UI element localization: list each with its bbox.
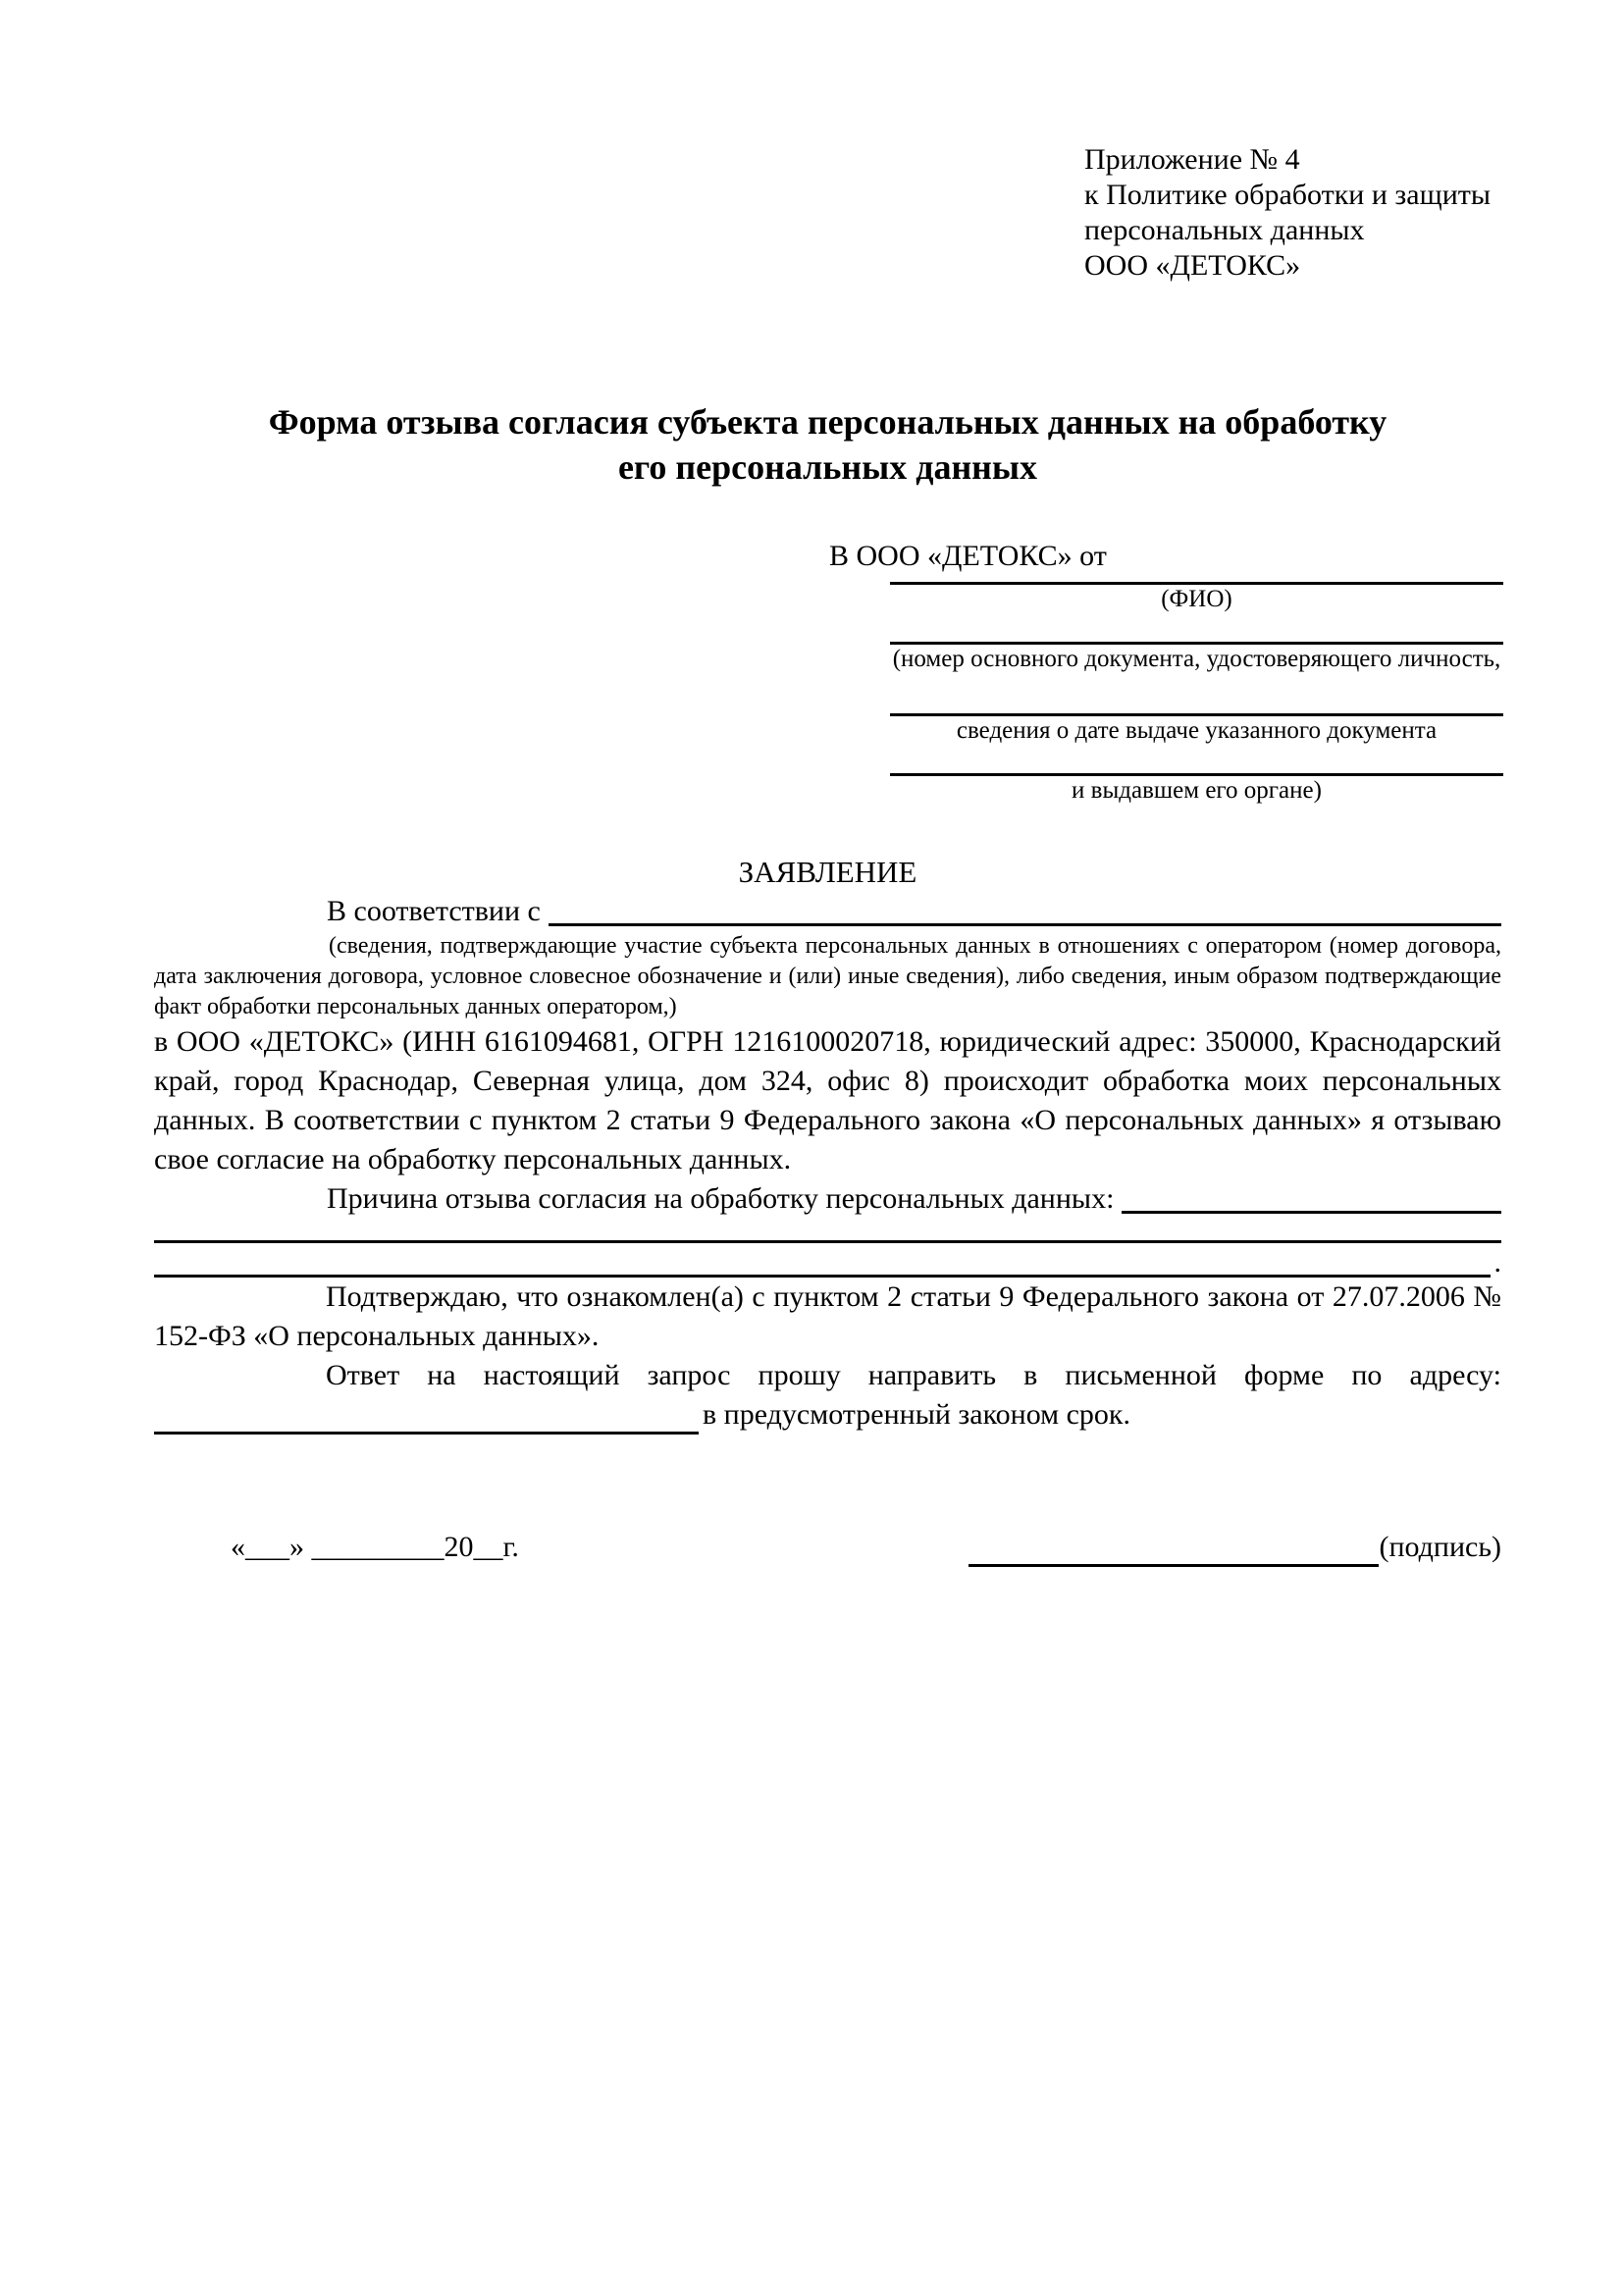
form-title-line: Форма отзыва согласия субъекта персональных данных на обработку — [268, 402, 1387, 442]
signature-group — [969, 1528, 1501, 1567]
signature-caption: (подпись) — [1379, 1531, 1501, 1563]
reason-blank-line-2 — [154, 1219, 1501, 1243]
appendix-line: к Политике обработки и защиты — [1084, 179, 1492, 211]
reply-request: Ответ на настоящий запрос прошу направить в письменной форме по адресу: — [326, 1359, 1501, 1391]
issuing-authority-blank-line — [890, 746, 1503, 776]
reply-address-blank-line — [154, 1398, 699, 1435]
addressee-line: В ООО «ДЕТОКС» от — [829, 540, 1107, 572]
reason-blank-line — [1122, 1179, 1501, 1214]
document-number-caption: (номер основного документа, удостоверяющего личность, — [892, 646, 1501, 672]
signature-blank-line — [969, 1531, 1379, 1567]
issue-date-blank-line — [890, 674, 1503, 716]
document-number-blank-line — [890, 614, 1503, 645]
issue-date-field — [890, 674, 1503, 746]
statement-heading: ЗАЯВЛЕНИЕ — [738, 855, 917, 889]
fio-caption: (ФИО) — [1161, 586, 1232, 612]
issuing-authority-caption: и выдавшем его органе) — [1072, 777, 1322, 804]
confirmation-paragraph: Подтверждаю, что ознакомлен(а) с пунктом 2 статьи 9 Федерального закона от 27.07.2006 № 152-ФЗ «О персональных данных». — [154, 1280, 1501, 1352]
appendix-line: персональных данных — [1084, 214, 1365, 246]
statement-body: в ООО «ДЕТОКС» (ИНН 6161094681, ОГРН 1216100020718, юридический адрес: 350000, Краснодарский край, город Краснодар, Северная улица, дом 324, офис 8) происходит обработка моих персональных данных. В соответствии с пунктом 2 статьи 9 Федерального закона «О персональных данных» я отзываю свое согласие на обработку персональных данных. — [154, 1025, 1501, 1175]
intro-blank-line — [549, 892, 1501, 926]
fio-field — [890, 576, 1503, 614]
form-title-line: его персональных данных — [617, 447, 1038, 487]
appendix-header — [1084, 142, 1501, 284]
footer-row — [154, 1528, 1501, 1567]
issuing-authority-field — [890, 746, 1503, 806]
document-number-field — [890, 614, 1503, 674]
reason-blank-line-3 — [154, 1243, 1501, 1278]
date-blank: «___» _________20__г. — [231, 1531, 519, 1563]
appendix-line: ООО «ДЕТОКС» — [1084, 249, 1301, 282]
reply-address-row — [154, 1395, 1501, 1435]
reply-suffix: в предусмотренный законом срок. — [703, 1398, 1130, 1431]
issue-date-caption: сведения о дате выдаче указанного документа — [956, 717, 1438, 744]
intro-note: (сведения, подтверждающие участие субъекта персональных данных в отношениях с оператором (номер договора, дата заключения договора, условное словесное обозначение и (или) иные сведения), либо сведения, иным образом подтверждающие факт обработки персональных данных оператором,) — [154, 933, 1501, 1019]
fio-blank-line — [890, 576, 1503, 585]
intro-row — [154, 892, 1501, 931]
reason-row — [154, 1179, 1501, 1219]
addressee-fields — [890, 576, 1503, 806]
form-title — [154, 399, 1501, 490]
reason-label: Причина отзыва согласия на обработку персональных данных: — [327, 1182, 1115, 1215]
intro-prefix: В соответствии с — [327, 895, 541, 927]
appendix-line: Приложение № 4 — [1084, 143, 1300, 176]
reason-terminator: . — [1493, 1246, 1501, 1278]
